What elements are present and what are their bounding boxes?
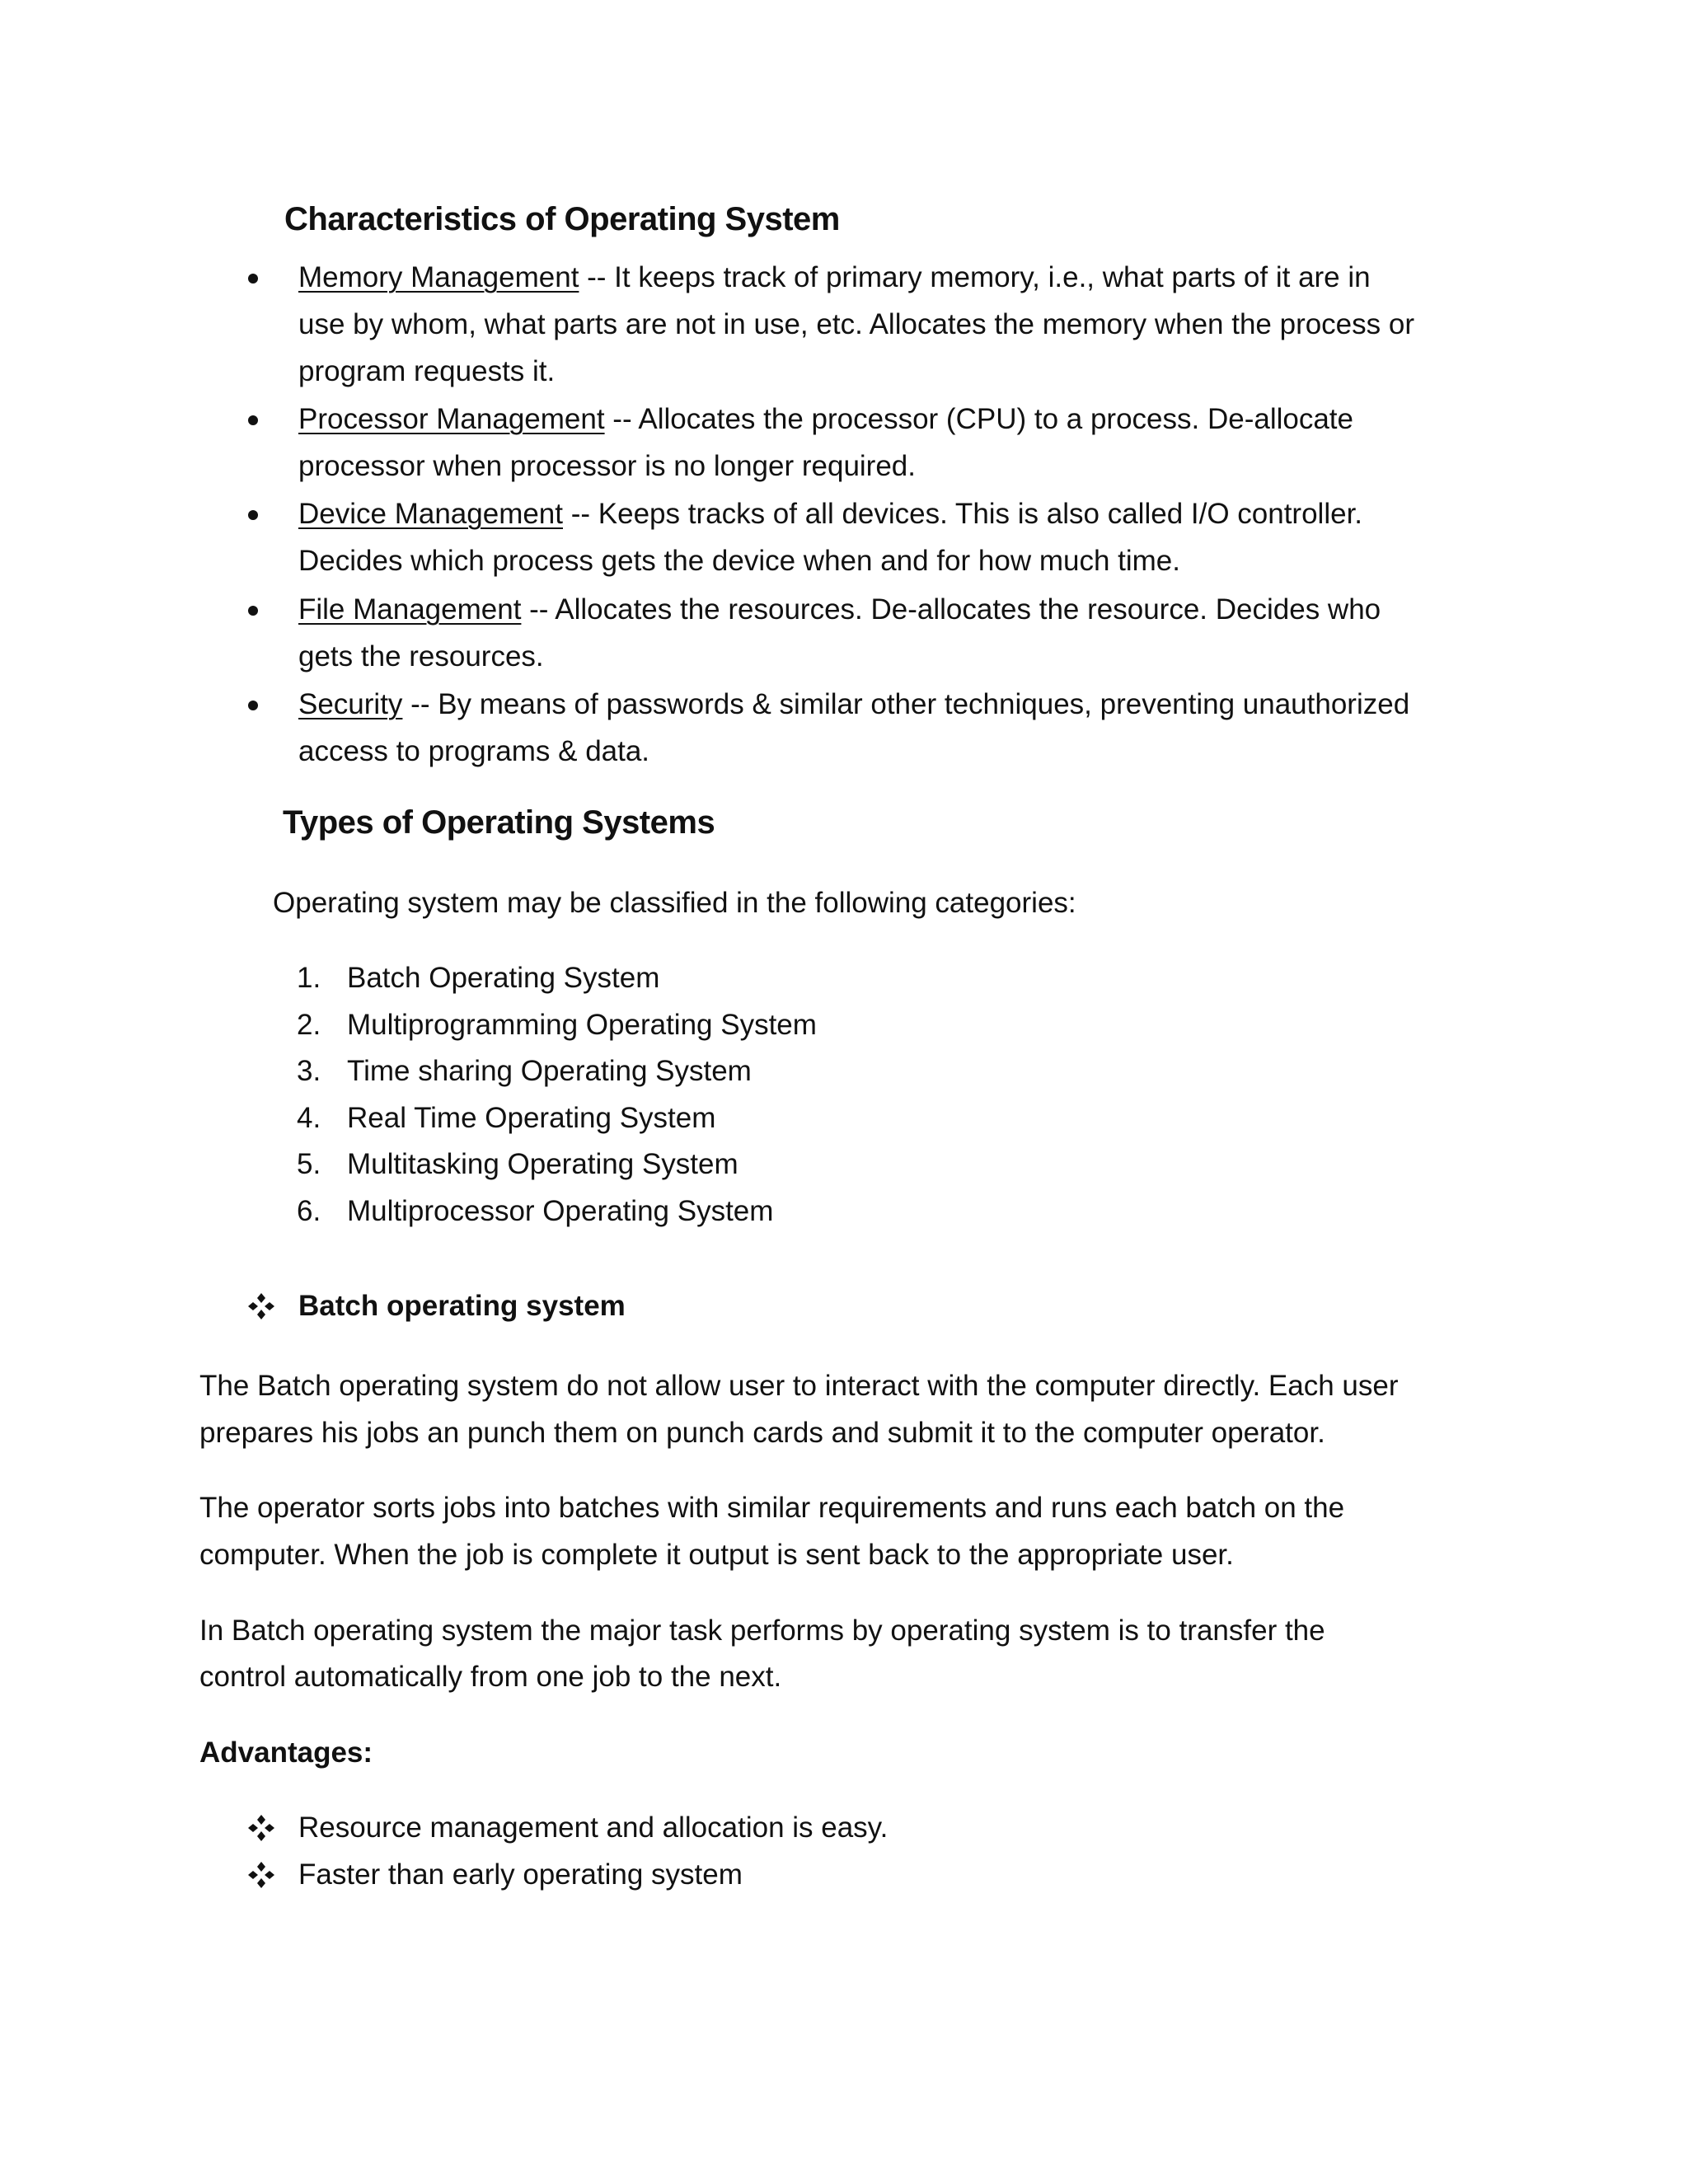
list-item: Batch Operating System (347, 962, 660, 994)
characteristic-line: Decides which process gets the device when and for how much time. (298, 545, 1180, 577)
term-file-management: File Management (298, 593, 522, 626)
list-item: Real Time Operating System (347, 1102, 716, 1134)
bullet-icon (248, 274, 258, 284)
list-number: 3. (297, 1055, 321, 1087)
list-item: Time sharing Operating System (347, 1055, 752, 1087)
types-intro: Operating system may be classified in the following categories: (273, 887, 1076, 919)
term-processor-management: Processor Management (298, 403, 605, 435)
list-item: Multitasking Operating System (347, 1148, 738, 1180)
four-diamond-bullet-icon (247, 1292, 275, 1320)
types-heading: Types of Operating Systems (283, 804, 715, 841)
four-diamond-bullet-icon (247, 1814, 275, 1842)
characteristic-line: use by whom, what parts are not in use, etc. Allocates the memory when the process or (298, 308, 1414, 340)
batch-paragraph-line: prepares his jobs an punch them on punch cards and submit it to the computer operator. (199, 1417, 1325, 1449)
characteristic-line: Processor Management -- Allocates the processor (CPU) to a process. De-allocate (298, 403, 1353, 435)
characteristic-line: File Management -- Allocates the resources. De-allocates the resource. Decides who (298, 593, 1381, 626)
bullet-icon (248, 701, 258, 710)
batch-paragraph-line: control automatically from one job to the next. (199, 1661, 782, 1693)
characteristic-line: program requests it. (298, 355, 556, 387)
term-security: Security (298, 688, 403, 720)
advantages-label: Advantages: (199, 1736, 373, 1769)
characteristic-line: Device Management -- Keeps tracks of all devices. This is also called I/O controller. (298, 498, 1363, 530)
characteristic-line: Security -- By means of passwords & similar other techniques, preventing unauthorized (298, 688, 1410, 720)
characteristic-line: Memory Management -- It keeps track of primary memory, i.e., what parts of it are in (298, 261, 1371, 293)
batch-paragraph-line: The Batch operating system do not allow user to interact with the computer directly. Each user (199, 1370, 1399, 1402)
advantage-item: Faster than early operating system (298, 1858, 743, 1891)
bullet-icon (248, 606, 258, 616)
term-memory-management: Memory Management (298, 261, 579, 293)
list-item: Multiprocessor Operating System (347, 1195, 774, 1227)
list-number: 2. (297, 1009, 321, 1041)
list-item: Multiprogramming Operating System (347, 1009, 817, 1041)
characteristic-line: processor when processor is no longer required. (298, 450, 916, 482)
advantage-item: Resource management and allocation is easy. (298, 1811, 889, 1844)
batch-paragraph-line: In Batch operating system the major task performs by operating system is to transfer the (199, 1615, 1325, 1647)
batch-heading: Batch operating system (298, 1290, 626, 1322)
characteristic-line: gets the resources. (298, 640, 544, 673)
list-number: 6. (297, 1195, 321, 1227)
term-device-management: Device Management (298, 498, 563, 530)
batch-paragraph-line: computer. When the job is complete it output is sent back to the appropriate user. (199, 1539, 1234, 1571)
list-number: 4. (297, 1102, 321, 1134)
bullet-icon (248, 510, 258, 520)
list-number: 1. (297, 962, 321, 994)
characteristic-line: access to programs & data. (298, 735, 650, 767)
batch-paragraph-line: The operator sorts jobs into batches with similar requirements and runs each batch on the (199, 1492, 1345, 1524)
bullet-icon (248, 415, 258, 425)
characteristics-heading: Characteristics of Operating System (284, 201, 840, 237)
list-number: 5. (297, 1148, 321, 1180)
four-diamond-bullet-icon (247, 1861, 275, 1889)
